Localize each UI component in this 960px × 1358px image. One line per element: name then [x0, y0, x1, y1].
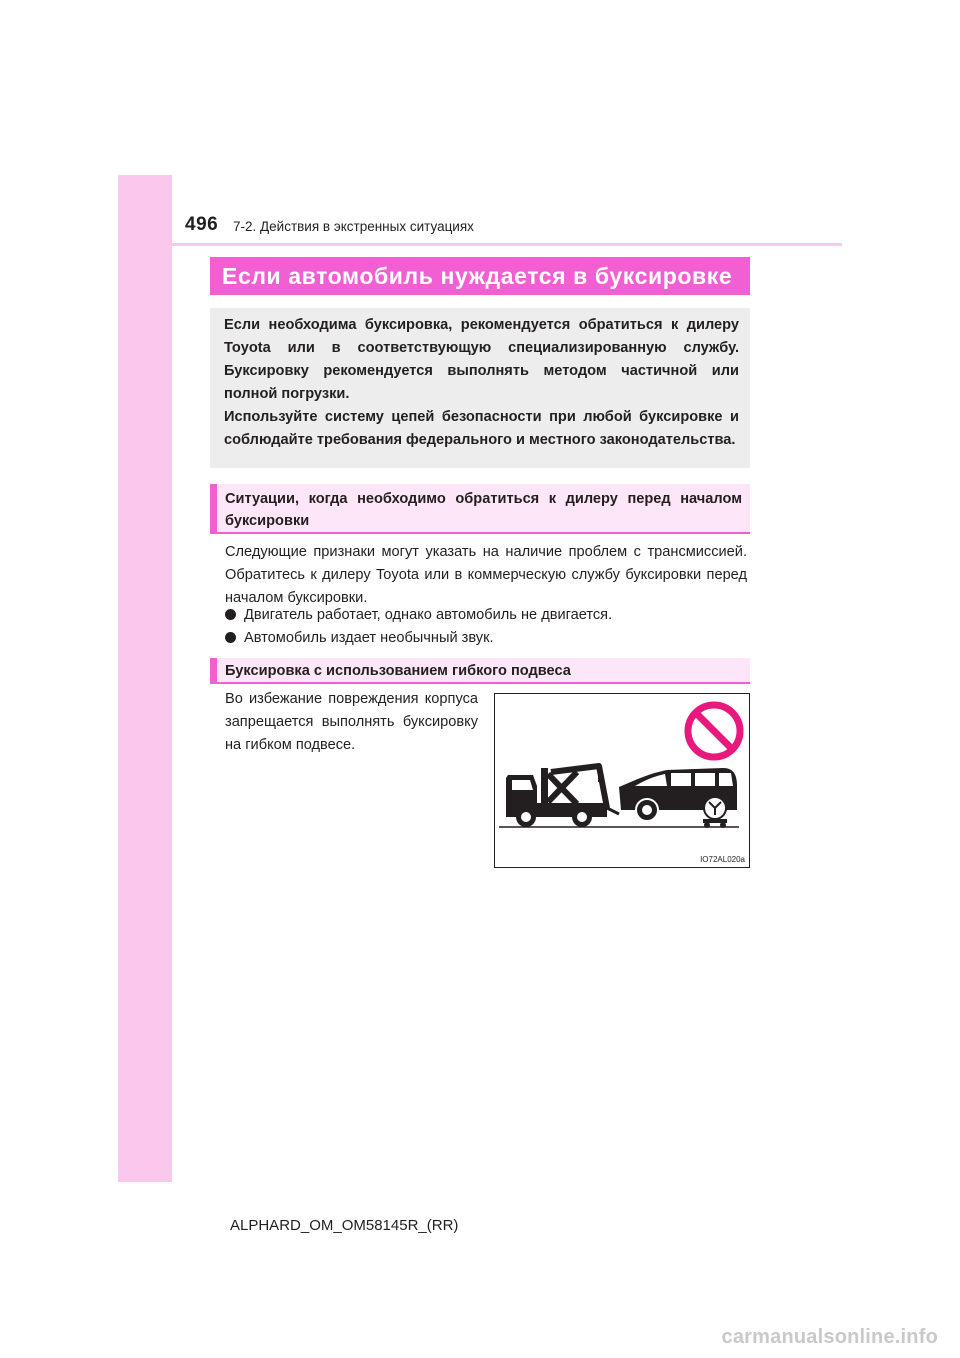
bullet-text: Двигатель работает, однако автомобиль не двигается. — [244, 607, 613, 623]
subsection-1-title: Ситуации, когда необходимо обратиться к дилеру перед началом буксировки — [210, 484, 750, 534]
intro-paragraph-1: Если необходима буксировка, рекомендуется обратиться к дилеру Toyota или в соответствующую специализированную службу. Буксировку рекомендуется выполнять методом частичной или полной погрузки. — [224, 317, 739, 402]
subsection-1-body: Следующие признаки могут указать на наличие проблем с трансмиссией. Обратитесь к дилеру Toyota или в коммерческую службу буксировки перед началом буксировки. — [225, 544, 747, 606]
prohibition-sign-icon — [688, 705, 740, 757]
bullet-dot-icon — [225, 609, 236, 620]
intro-box — [210, 308, 750, 468]
footer-doc-code: ALPHARD_OM_OM58145R_(RR) — [230, 1217, 459, 1234]
bullet-item — [225, 604, 612, 627]
section-title: Если автомобиль нуждается в буксировке — [210, 257, 750, 295]
watermark-link[interactable]: carmanualsonline.info — [721, 1326, 938, 1348]
wheel-lift-towing-prohibited-icon — [495, 694, 749, 867]
bullet-text: Автомобиль издает необычный звук. — [244, 630, 494, 646]
towed-van-icon — [619, 768, 737, 828]
bullet-item — [225, 627, 494, 650]
page-number: 496 — [185, 214, 219, 235]
side-band — [118, 175, 172, 1182]
tow-truck-icon — [506, 766, 619, 827]
header-rule — [172, 243, 842, 246]
subsection-2-title: Буксировка с использованием гибкого подвеса — [210, 658, 750, 684]
towing-illustration — [494, 693, 750, 868]
intro-paragraph-2: Используйте систему цепей безопасности при любой буксировке и соблюдайте требования федерального и местного законодательства. — [224, 409, 739, 448]
illustration-code: IO72AL020a — [700, 855, 745, 864]
chapter-title: 7-2. Действия в экстренных ситуациях — [233, 219, 474, 234]
subsection-2-body: Во избежание повреждения корпуса запрещается выполнять буксировку на гибком подвесе. — [225, 691, 478, 753]
bullet-dot-icon — [225, 632, 236, 643]
